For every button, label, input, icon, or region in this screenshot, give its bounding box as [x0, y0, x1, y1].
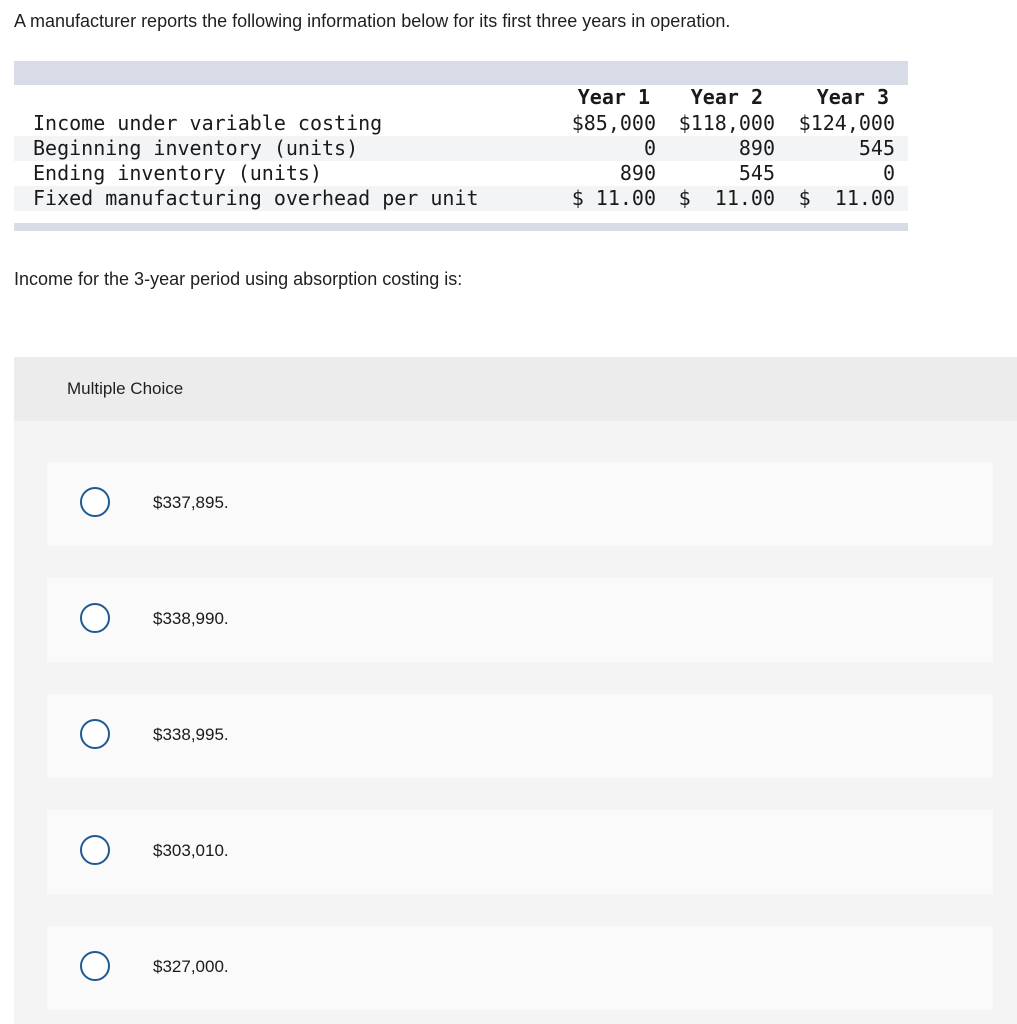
table-header-row — [14, 85, 908, 110]
cell-year-3: $ 11.00 — [798, 186, 895, 210]
cell-year-2: 890 — [738, 136, 775, 160]
cell-year-1: $ 11.00 — [571, 186, 656, 210]
choice-label: $337,895. — [153, 493, 229, 512]
row-label: Fixed manufacturing overhead per unit — [33, 186, 479, 210]
choice-option[interactable] — [47, 462, 993, 546]
cell-year-3: 545 — [858, 136, 895, 160]
choice-label: $338,990. — [153, 609, 229, 628]
choice-option[interactable] — [47, 926, 993, 1010]
row-label: Ending inventory (units) — [33, 161, 322, 185]
prompt-text: Income for the 3-year period using absorption costing is: — [14, 269, 463, 289]
cell-year-1: 890 — [619, 161, 656, 185]
radio-button-icon[interactable] — [80, 835, 110, 865]
data-table — [14, 61, 908, 231]
choice-label: $338,995. — [153, 725, 229, 744]
radio-button-icon[interactable] — [80, 603, 110, 633]
cell-year-2: $118,000 — [678, 111, 775, 135]
header-year-2: Year 2 — [690, 85, 763, 109]
choice-option[interactable] — [47, 810, 993, 894]
radio-button-icon[interactable] — [80, 487, 110, 517]
multiple-choice-title: Multiple Choice — [67, 379, 184, 398]
radio-button-icon[interactable] — [80, 719, 110, 749]
radio-button-icon[interactable] — [80, 951, 110, 981]
table-row — [14, 111, 908, 136]
row-label: Income under variable costing — [33, 111, 383, 135]
cell-year-1: $85,000 — [571, 111, 656, 135]
multiple-choice-body — [14, 421, 1017, 1024]
table-row — [14, 161, 908, 186]
header-year-1: Year 1 — [577, 85, 650, 109]
cell-year-3: 0 — [882, 161, 895, 185]
cell-year-3: $124,000 — [798, 111, 895, 135]
cell-year-2: $ 11.00 — [678, 186, 775, 210]
choice-option[interactable] — [47, 578, 993, 662]
choice-option[interactable] — [47, 694, 993, 778]
choice-label: $327,000. — [153, 957, 229, 976]
header-year-3: Year 3 — [816, 85, 889, 109]
choice-label: $303,010. — [153, 841, 229, 860]
row-label: Beginning inventory (units) — [33, 136, 359, 160]
table-bottom-band — [14, 223, 908, 231]
table-top-band — [14, 61, 908, 85]
cell-year-1: 0 — [643, 136, 656, 160]
multiple-choice-header — [14, 357, 1017, 421]
table-row — [14, 136, 908, 161]
table-row — [14, 186, 908, 211]
multiple-choice-panel — [14, 357, 1017, 1024]
question-text: A manufacturer reports the following information below for its first three years in operation. — [14, 11, 731, 31]
cell-year-2: 545 — [738, 161, 775, 185]
